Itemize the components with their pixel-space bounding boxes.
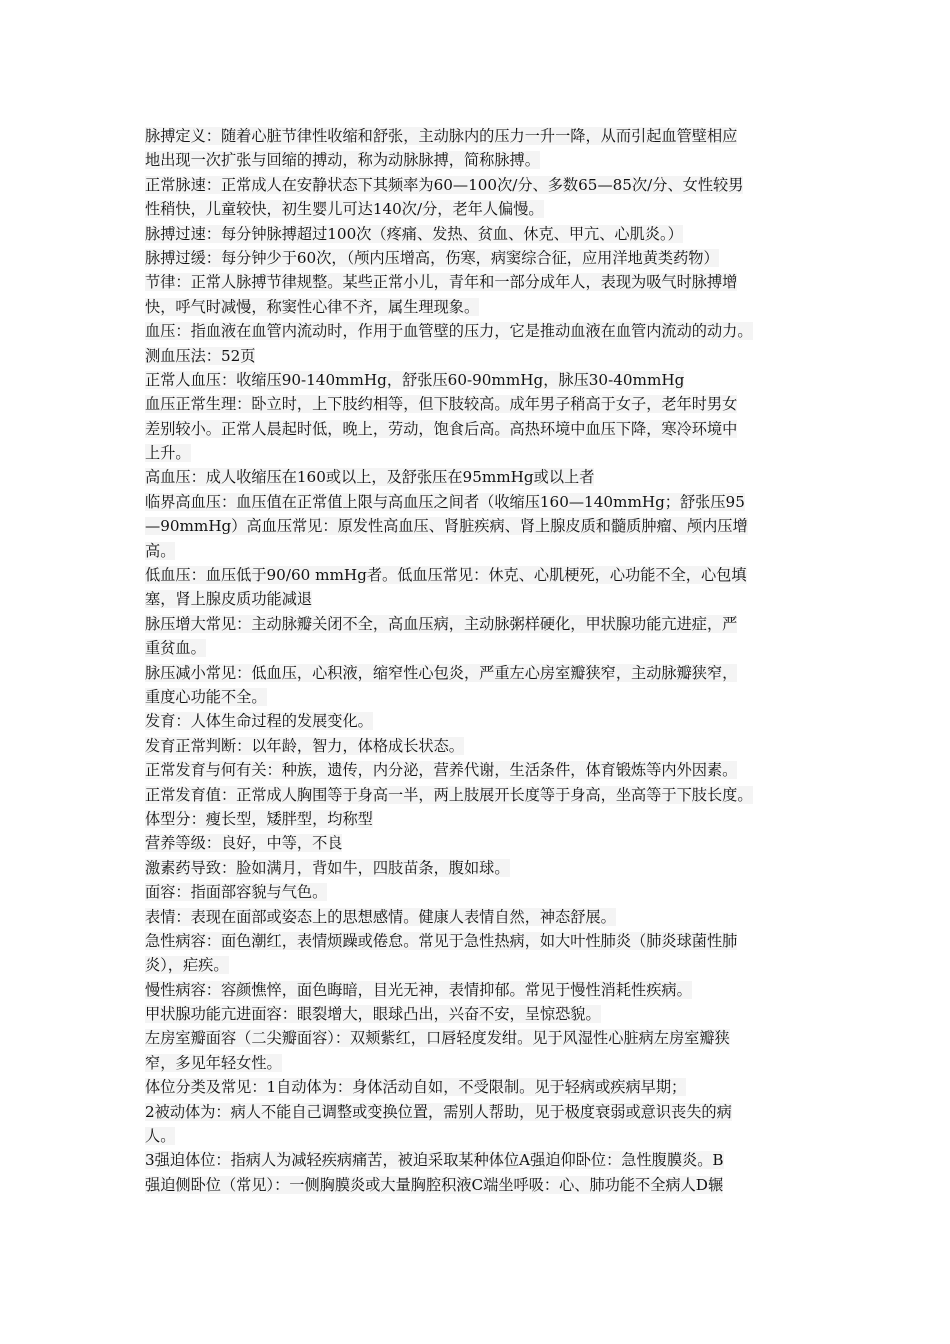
text-line-content: 发育正常判断：以年龄，智力，体格成长状态。	[145, 736, 464, 755]
text-line	[145, 246, 815, 270]
text-line-content: 慢性病容：容颜憔悴，面色晦暗，目光无神，表情抑郁。常见于慢性消耗性疾病。	[145, 980, 692, 999]
text-line-content: 节律：正常人脉搏节律规整。某些正常小儿，青年和一部分成年人，表现为吸气时脉搏增	[145, 273, 738, 292]
text-line	[145, 636, 815, 660]
text-line	[145, 319, 815, 343]
text-line	[145, 661, 815, 685]
text-line-content: 甲状腺功能亢进面容：眼裂增大，眼球凸出，兴奋不安，呈惊恐貌。	[145, 1005, 601, 1024]
text-line-content: 表情：表现在面部或姿态上的思想感情。健康人表情自然，神态舒展。	[145, 907, 616, 926]
text-line-content: 体位分类及常见：1自动体为：身体活动自如，不受限制。见于轻病或疾病早期；	[145, 1078, 687, 1097]
text-line-content: 发育：人体生命过程的发展变化。	[145, 712, 373, 731]
text-line	[145, 124, 815, 148]
text-line-content: 激素药导致：脸如满月，背如牛，四肢苗条，腹如球。	[145, 858, 510, 877]
text-line	[145, 1075, 815, 1099]
text-line-content: 脉搏过速：每分钟脉搏超过100次（疼痛、发热、贫血、休克、甲亢、心肌炎。）	[145, 224, 683, 243]
text-line	[145, 1002, 815, 1026]
document-body	[145, 124, 815, 1197]
text-line	[145, 344, 815, 368]
text-line	[145, 563, 815, 587]
text-line	[145, 807, 815, 831]
text-line-content: 脉压减小常见：低血压，心积液，缩窄性心包炎，严重左心房室瓣狭窄，主动脉瓣狭窄，	[145, 663, 738, 682]
text-line	[145, 490, 815, 514]
text-line-content: 脉搏定义：随着心脏节律性收缩和舒张，主动脉内的压力一升一降，从而引起血管壁相应	[145, 127, 738, 145]
text-line	[145, 197, 815, 221]
text-line-content: 差别较小。正常人晨起时低，晚上，劳动，饱食后高。高热环境中血压下降，寒冷环境中	[145, 419, 738, 438]
text-line	[145, 1026, 815, 1050]
text-line	[145, 1051, 815, 1075]
text-line-content: 临界高血压：血压值在正常值上限与高血压之间者（收缩压160—140mmHg；舒张压95	[145, 492, 745, 511]
text-line-content: 炎），疟疾。	[145, 956, 229, 975]
text-line	[145, 880, 815, 904]
text-line-content: 正常发育与何有关：种族，遗传，内分泌，营养代谢，生活条件，体育锻炼等内外因素。	[145, 761, 738, 780]
text-line	[145, 1173, 815, 1197]
text-line	[145, 709, 815, 733]
text-line	[145, 831, 815, 855]
text-line-content: 左房室瓣面容（二尖瓣面容）：双颊紫红，口唇轻度发绀。见于风湿性心脏病左房室瓣狭	[145, 1029, 730, 1048]
text-line-content: 强迫侧卧位（常见）：一侧胸膜炎或大量胸腔积液C端坐呼吸：心、肺功能不全病人D辗	[145, 1175, 724, 1194]
text-line-content: 脉压增大常见：主动脉瓣关闭不全，高血压病，主动脉粥样硬化，甲状腺功能亢进症，严	[145, 614, 738, 633]
text-line	[145, 514, 815, 538]
text-line	[145, 929, 815, 953]
text-line-content: 血压：指血液在血管内流动时，作用于血管壁的压力，它是推动血液在血管内流动的动力。	[145, 322, 753, 341]
text-line-content: 重度心功能不全。	[145, 687, 267, 706]
text-line	[145, 685, 815, 709]
text-line	[145, 758, 815, 782]
text-line-content: 地出现一次扩张与回缩的搏动，称为动脉脉搏，简称脉搏。	[145, 151, 540, 170]
text-line	[145, 1148, 815, 1172]
text-line-content: 营养等级：良好，中等，不良	[145, 834, 343, 853]
text-line-content: 体型分：瘦长型，矮胖型，均称型	[145, 809, 373, 828]
text-line	[145, 222, 815, 246]
text-line-content: 急性病容：面色潮红，表情烦躁或倦怠。常见于急性热病，如大叶性肺炎（肺炎球菌性肺	[145, 931, 738, 950]
text-line-content: —90mmHg）高血压常见：原发性高血压、肾脏疾病、肾上腺皮质和髓质肿瘤、颅内压增	[145, 517, 748, 536]
text-line	[145, 441, 815, 465]
text-line	[145, 417, 815, 441]
text-line-content: 性稍快，儿童较快，初生婴儿可达140次/分，老年人偏慢。	[145, 200, 544, 219]
text-line-content: 正常发育值：正常成人胸围等于身高一半，两上肢展开长度等于身高，坐高等于下肢长度。	[145, 785, 753, 804]
text-line	[145, 734, 815, 758]
text-line	[145, 392, 815, 416]
text-line-content: 测血压法：52页	[145, 346, 256, 365]
text-line	[145, 856, 815, 880]
text-line-content: 高血压：成人收缩压在160或以上，及舒张压在95mmHg或以上者	[145, 468, 595, 487]
text-line	[145, 173, 815, 197]
text-line-content: 高。	[145, 541, 176, 560]
text-line-content: 快，呼气时减慢，称窦性心律不齐，属生理现象。	[145, 297, 480, 316]
text-line-content: 重贫血。	[145, 639, 206, 658]
text-line-content: 上升。	[145, 444, 191, 463]
text-line-content: 塞，肾上腺皮质功能减退	[145, 590, 313, 609]
text-line	[145, 295, 815, 319]
text-line-content: 低血压：血压低于90/60 mmHg者。低血压常见：休克、心肌梗死，心功能不全，心包填	[145, 566, 747, 585]
text-line-content: 3强迫体位：指病人为减轻疾病痛苦，被迫采取某种体位A强迫仰卧位：急性腹膜炎。B	[145, 1151, 724, 1170]
text-line-content: 脉搏过缓：每分钟少于60次，（颅内压增高，伤寒，病窦综合征，应用洋地黄类药物）	[145, 248, 719, 267]
text-line	[145, 905, 815, 929]
text-line	[145, 368, 815, 392]
text-line-content: 血压正常生理：卧立时，上下肢约相等，但下肢较高。成年男子稍高于女子，老年时男女	[145, 395, 738, 414]
text-line-content: 面容：指面部容貌与气色。	[145, 883, 328, 902]
text-line	[145, 465, 815, 489]
text-line	[145, 148, 815, 172]
text-line	[145, 612, 815, 636]
text-line-content: 2被动体为：病人不能自己调整或变换位置，需别人帮助，见于极度衰弱或意识丧失的病	[145, 1102, 732, 1121]
text-line	[145, 1100, 815, 1124]
text-line-content: 正常脉速：正常成人在安静状态下其频率为60—100次/分、多数65—85次/分、女性较男	[145, 175, 744, 194]
text-line	[145, 270, 815, 294]
text-line-content: 人。	[145, 1127, 176, 1146]
text-line	[145, 539, 815, 563]
text-line	[145, 953, 815, 977]
text-line	[145, 978, 815, 1002]
text-line	[145, 587, 815, 611]
text-line	[145, 783, 815, 807]
text-line	[145, 1124, 815, 1148]
text-line-content: 正常人血压：收缩压90-140mmHg，舒张压60-90mmHg，脉压30-40mmHg	[145, 370, 685, 389]
text-line-content: 窄，多见年轻女性。	[145, 1053, 282, 1072]
